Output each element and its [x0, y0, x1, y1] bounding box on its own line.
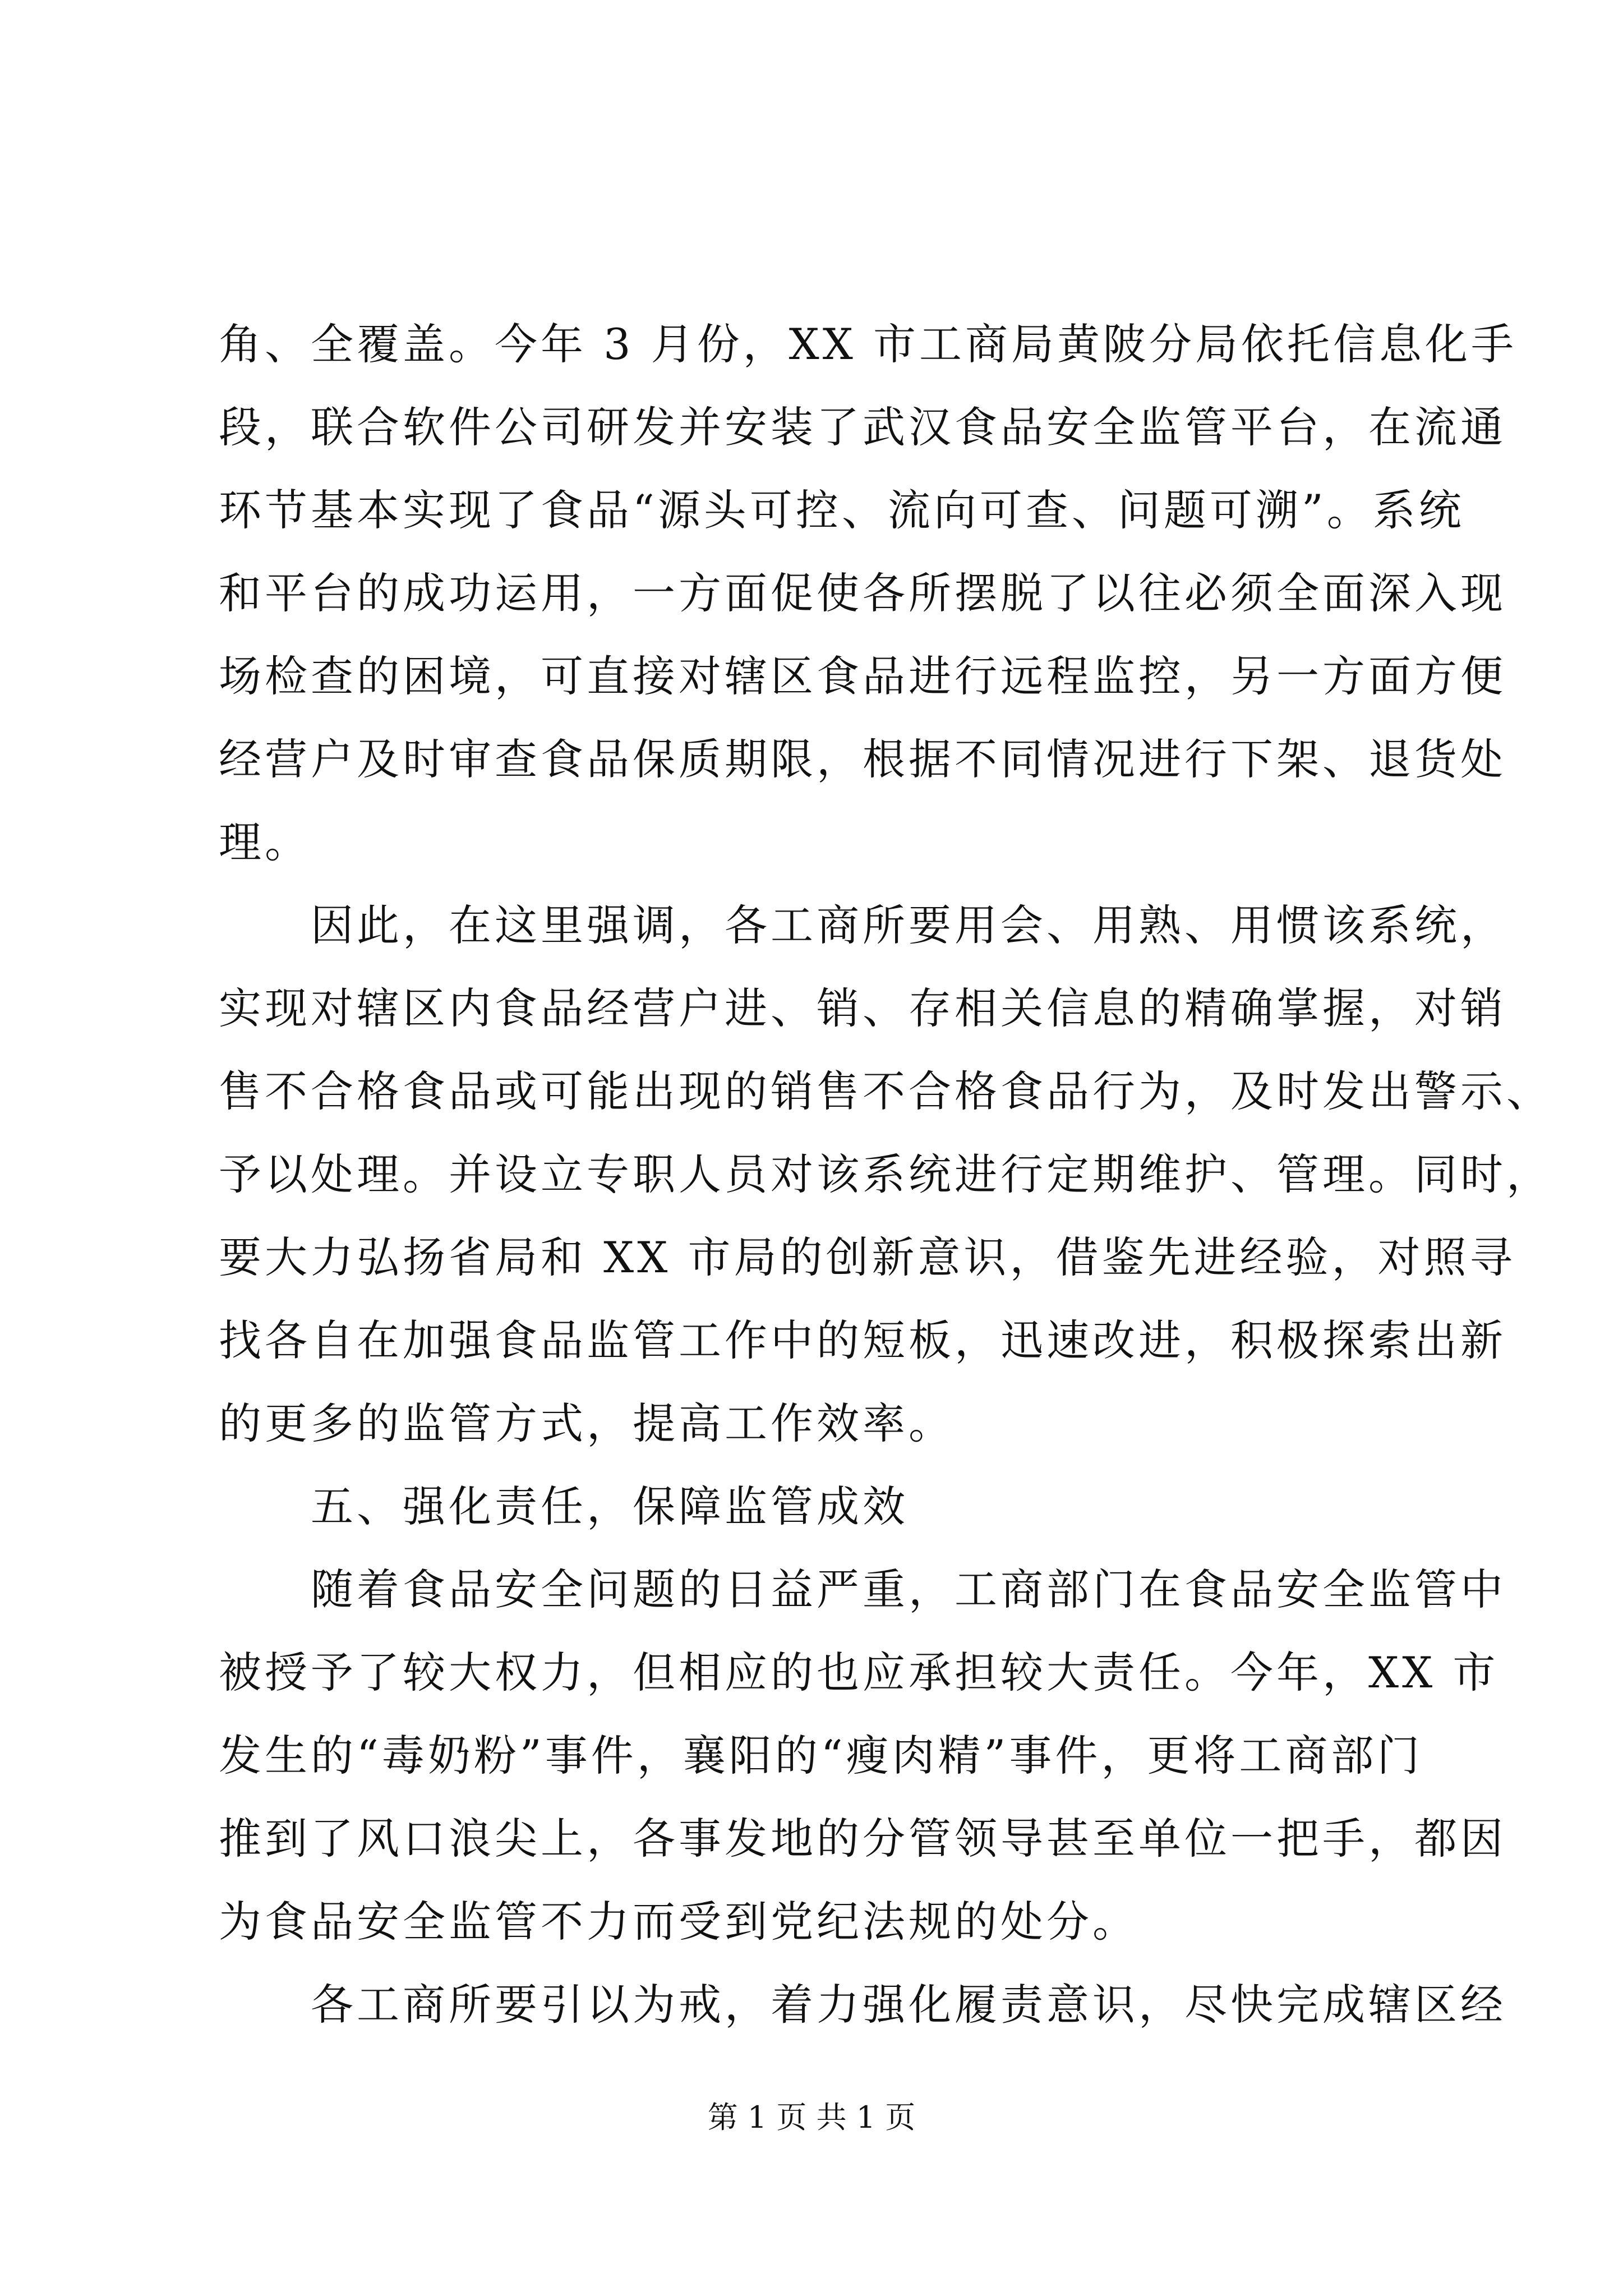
text-line: 经营户及时审查食品保质期限，根据不同情况进行下架、退货处 [219, 734, 1506, 784]
text-line: 要大力弘扬省局和 XX 市局的创新意识，借鉴先进经验，对照寻 [219, 1232, 1516, 1282]
text-line: 场检查的困境，可直接对辖区食品进行远程监控，另一方面方便 [219, 651, 1506, 701]
text-line: 段，联合软件公司研发并安装了武汉食品安全监管平台，在流通 [219, 402, 1506, 452]
page-footer: 第 1 页 共 1 页 [707, 2100, 916, 2135]
text-line: 为食品安全监管不力而受到党纪法规的处分。 [219, 1897, 1138, 1947]
text-line: 各工商所要引以为戒，着力强化履责意识，尽快完成辖区经 [219, 1980, 1506, 2030]
text-line: 和平台的成功运用，一方面促使各所摆脱了以往必须全面深入现 [219, 568, 1506, 618]
text-line: 实现对辖区内食品经营户进、销、存相关信息的精确掌握，对销 [219, 983, 1506, 1033]
body-text [219, 303, 1552, 2046]
text-line: 推到了风口浪尖上，各事发地的分管领导甚至单位一把手，都因 [219, 1814, 1506, 1864]
text-line: 发生的“毒奶粉”事件，襄阳的“瘦肉精”事件，更将工商部门 [219, 1731, 1423, 1780]
text-line: 随着食品安全问题的日益严重，工商部门在食品安全监管中 [219, 1565, 1506, 1614]
text-line: 的更多的监管方式，提高工作效率。 [219, 1398, 955, 1448]
text-line: 环节基本实现了食品“源头可控、流向可查、问题可溯”。系统 [219, 485, 1465, 535]
section-heading: 五、强化责任，保障监管成效 [219, 1481, 909, 1531]
text-line: 予以处理。并设立专职人员对该系统进行定期维护、管理。同时， [219, 1149, 1552, 1199]
text-line: 售不合格食品或可能出现的销售不合格食品行为，及时发出警示、 [219, 1066, 1552, 1116]
text-line: 找各自在加强食品监管工作中的短板，迅速改进，积极探索出新 [219, 1315, 1506, 1365]
text-line: 理。 [219, 817, 311, 867]
text-line: 因此，在这里强调，各工商所要用会、用熟、用惯该系统， [219, 900, 1506, 950]
text-line: 被授予了较大权力，但相应的也应承担较大责任。今年，XX 市 [219, 1648, 1499, 1697]
text-line: 角、全覆盖。今年 3 月份，XX 市工商局黄陂分局依托信息化手 [219, 319, 1518, 369]
